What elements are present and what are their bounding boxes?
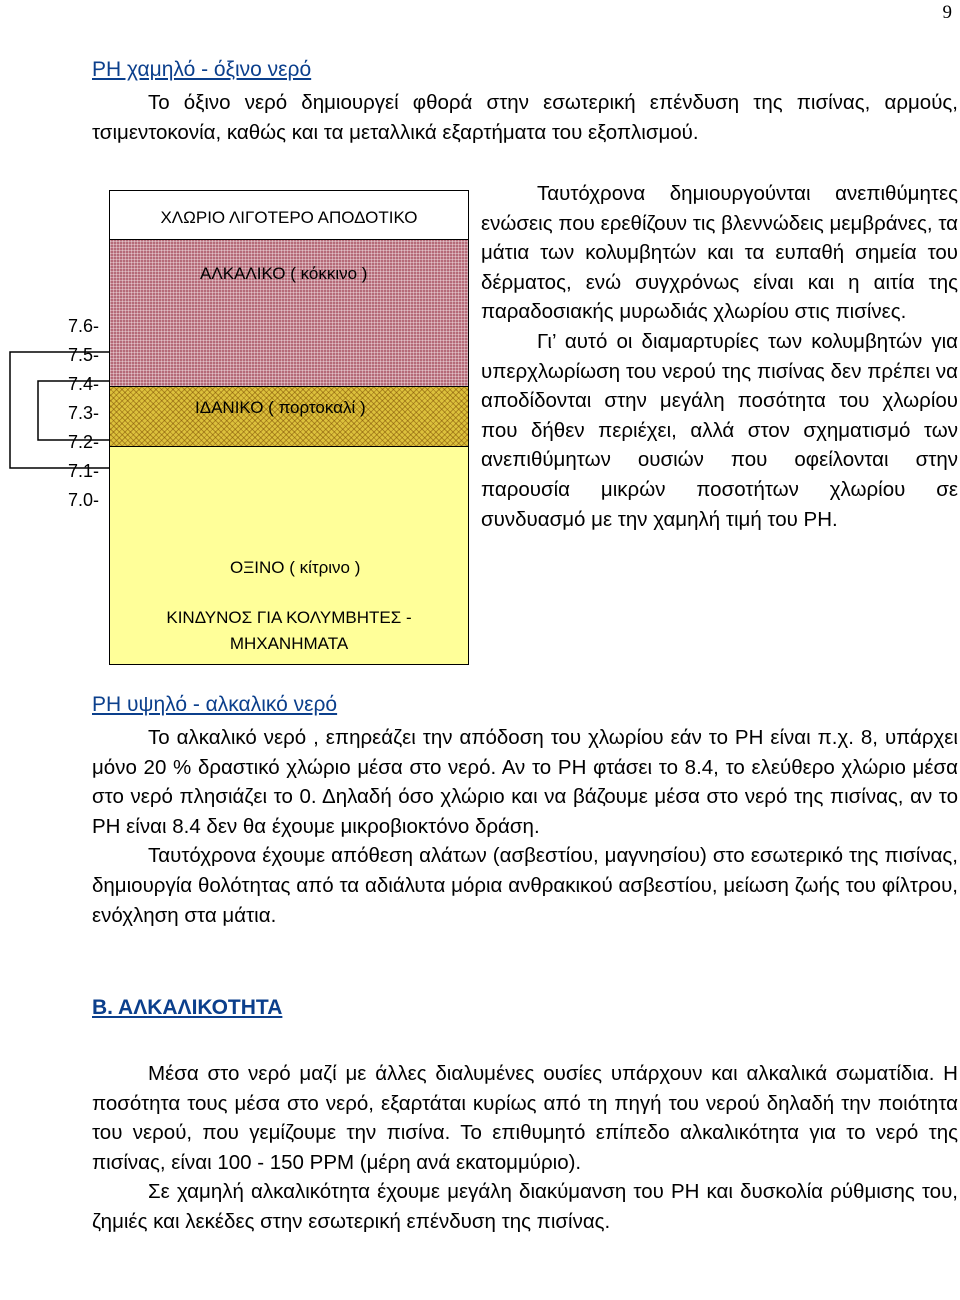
ph-tick: 7.3- (68, 403, 100, 423)
right-column (481, 179, 958, 534)
alkalinity-paragraphs (92, 1059, 958, 1237)
ph-scale (68, 312, 99, 515)
alkalinity-paragraph-2-text: Σε χαμηλή αλκαλικότητα έχουμε μεγάλη διακύμανση του PH και δυσκολία ρύθμισης του, ζημιές και λεκέδες στην εσωτερική επένδυση της πισίνας. (92, 1180, 958, 1233)
ideal-band (110, 387, 468, 447)
high-ph-paragraph-2-text: Ταυτόχρονα έχουμε απόθεση αλάτων (ασβεστίου, μαγνησίου) στο εσωτερικό της πισίνας, δημιουργία θολότητας από τα αδιάλυτα μόρια ανθρακικού ασβεστίου, μείωση ζωής του φίλτρου, ενόχληση στα μάτια. (92, 844, 958, 927)
acid-band (110, 447, 468, 664)
diagram-top-label: ΧΛΩΡΙΟ ΛΙΓΟΤΕΡΟ ΑΠΟΔΟΤΙΚΟ (160, 208, 418, 227)
heading-low-ph: PH χαμηλό - όξινο νερό (92, 58, 312, 81)
right-paragraph-2-text: Γι’ αυτό οι διαμαρτυρίες των κολυμβητών για υπερχλωρίωση του νερού της πισίνας δεν πρέπει να αποδίδονται στην μεγάλη ποσότητα του χλωρίου που δήθεν περιέχει, αλλά στον σχηματισμό των ανεπιθύμητων ουσιών που οφείλονται στην παρουσία μικρών ποσοτήτων χλωρίου σε συνδυασμό με την χαμηλή τιμή του PH. (481, 329, 958, 531)
alkalinity-paragraph-2 (92, 1177, 958, 1236)
danger-label-line1: ΚΙΝΔΥΝΟΣ ΓΙΑ ΚΟΛΥΜΒΗΤΕΣ - (166, 608, 412, 627)
heading-alkalinity: Β. ΑΛΚΑΛΙΚΟΤΗΤΑ (92, 996, 283, 1019)
low-ph-intro (92, 88, 958, 147)
danger-label-line2: ΜΗΧΑΝΗΜΑΤΑ (229, 634, 349, 653)
alkalinity-paragraph-1-text: Μέσα στο νερό μαζί με άλλες διαλυμένες ουσίες υπάρχουν και αλκαλικά σωματίδια. Η ποσότητα τους μέσα στο νερό, εξαρτάται κυρίως από τη πηγή του νερού δηλαδή την ποιότητα του νερού, που γεμίζουμε την πισίνα. Το επιθυμητό επίπεδο αλκαλικότητα για το νερό της πισίνας, είναι 100 - 150 PPM (μέρη ανά εκατομμύριο). (92, 1062, 958, 1174)
ph-tick: 7.2- (68, 432, 100, 452)
heading-high-ph: PH υψηλό - αλκαλικό νερό (92, 693, 338, 716)
ph-tick: 7.5- (68, 345, 100, 365)
scale-bracket (0, 0, 120, 500)
high-ph-paragraph-1-text: Το αλκαλικό νερό , επηρεάζει την απόδοση του χλωρίου εάν το PH είναι π.χ. 8, υπάρχει μόνο 20 % δραστικό χλώριο μέσα στο νερό. Αν το PH φτάσει το 8.4, το ελεύθερο χλώριο μέσα στο νερό πλησιάζει το 0. Δηλαδή όσο χλώριο και να βάζουμε μέσα στο νερό της πισίνας, αν το PH είναι 8.4 δεν θα έχουμε μικροβιοκτόνο δράση. (92, 726, 958, 838)
ph-tick: 7.4- (68, 374, 100, 394)
high-ph-paragraphs (92, 723, 958, 930)
acid-label: ΟΞΙΝΟ ( κίτρινο ) (230, 558, 361, 577)
right-paragraph-2 (481, 327, 958, 534)
alkaline-label: ΑΛΚΑΛΙΚΟ ( κόκκινο ) (200, 264, 368, 283)
alkaline-band (110, 239, 468, 387)
high-ph-paragraph-1 (92, 723, 958, 841)
alkalinity-paragraph-1 (92, 1059, 958, 1177)
page-number: 9 (942, 2, 952, 23)
right-paragraph-1 (481, 179, 958, 327)
ideal-label: ΙΔΑΝΙΚΟ ( πορτοκαλί ) (195, 398, 366, 417)
ph-tick: 7.0- (68, 490, 100, 510)
high-ph-paragraph-2 (92, 841, 958, 930)
ph-diagram (109, 190, 469, 665)
right-paragraph-1-text: Ταυτόχρονα δημιουργούνται ανεπιθύμητες ενώσεις που ερεθίζουν τις βλεννώδεις μεμβράνες, τα μάτια των κολυμβητών και τα ευπαθή σημεία του δέρματος, ενώ συγχρόνως είναι και η αιτία της παραδοσιακής μυρωδιάς χλωρίου στις πισίνες. (481, 182, 958, 324)
low-ph-intro-text: Το όξινο νερό δημιουργεί φθορά στην εσωτερική επένδυση της πισίνας, αρμούς, τσιμεντοκονία, καθώς και τα μεταλλικά εξαρτήματα του εξοπλισμού. (92, 91, 958, 144)
ph-tick: 7.1- (68, 461, 100, 481)
ph-tick: 7.6- (68, 316, 100, 336)
